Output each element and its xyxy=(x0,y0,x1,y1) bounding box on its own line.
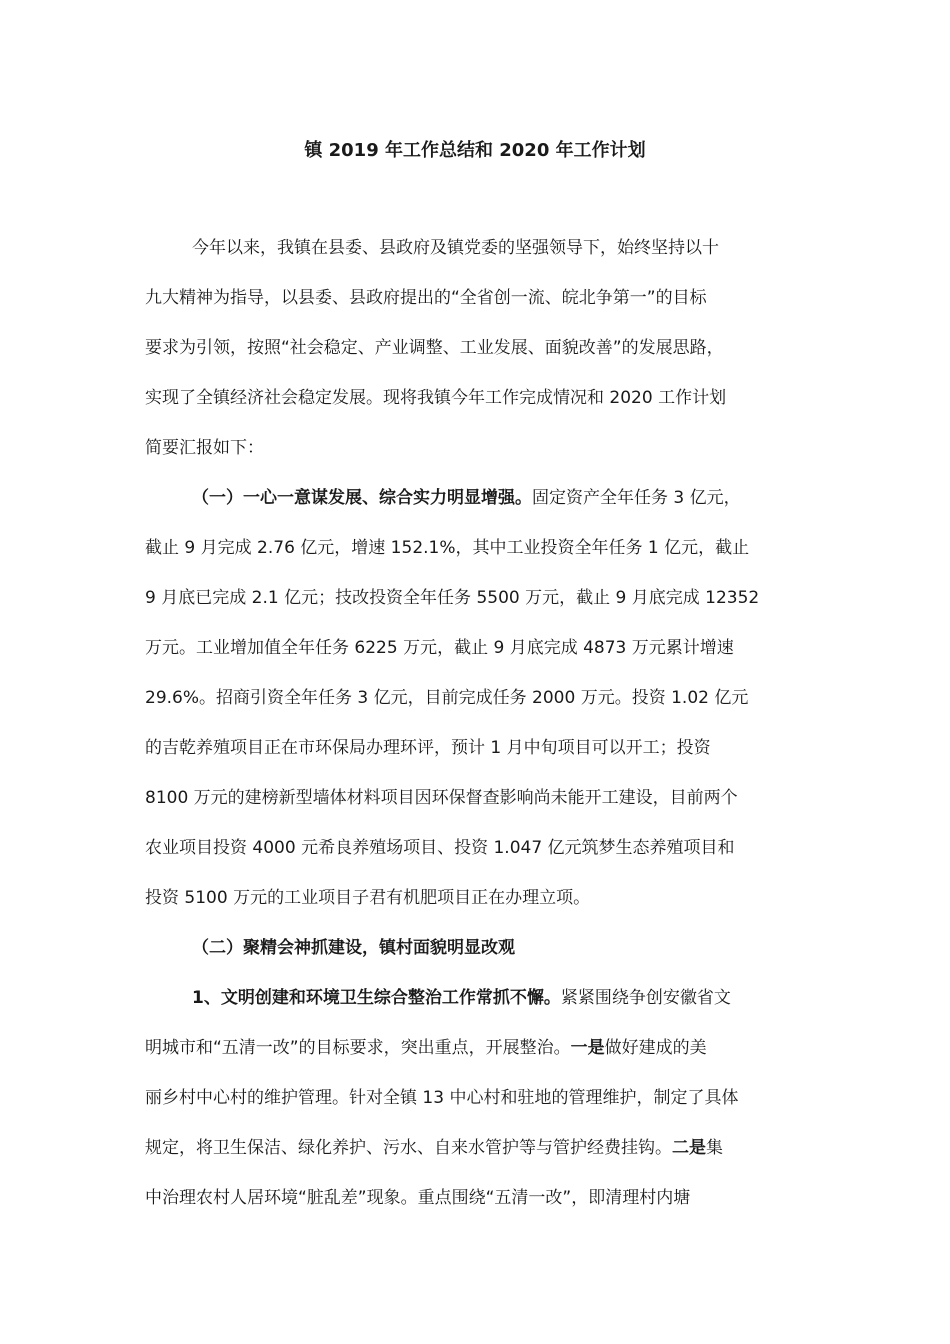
section2-heading: （二）聚精会神抓建设，镇村面貌明显改观 xyxy=(192,938,515,958)
section1-line: 的吉乾养殖项目正在市环保局办理环评，预计 1 月中旬项目可以开工；投资 xyxy=(145,738,711,758)
section1-text: 固定资产全年任务 3 亿元， xyxy=(532,488,741,508)
section1-line: 29.6%。招商引资全年任务 3 亿元，目前完成任务 2000 万元。投资 1.02 亿元 xyxy=(145,688,749,708)
section1-first-line xyxy=(192,486,741,510)
subsection1-text: 紧紧围绕争创安徽省文 xyxy=(560,988,731,1008)
intro-line: 要求为引领，按照“社会稳定、产业调整、工业发展、面貌改善”的发展思路， xyxy=(145,338,724,358)
subsection1-first-line xyxy=(192,986,731,1010)
subsection1-line: 中治理农村人居环境“脏乱差”现象。重点围绕“五清一改”，即清理村内塘 xyxy=(145,1188,691,1208)
intro-line: 简要汇报如下： xyxy=(145,438,264,458)
subsection1-text: 规定，将卫生保洁、绿化养护、污水、自来水管护等与管护经费挂钩。 xyxy=(145,1138,672,1158)
section1-line: 9 月底已完成 2.1 亿元；技改投资全年任务 5500 万元，截止 9 月底完成 12352 xyxy=(145,588,760,608)
subsection1-emphasis: 二是 xyxy=(672,1138,706,1158)
document-title: 镇 2019 年工作总结和 2020 年工作计划 xyxy=(304,140,646,161)
section1-line: 农业项目投资 4000 元希良养殖场项目、投资 1.047 亿元筑梦生态养殖项目和 xyxy=(145,838,735,858)
section1-line: 投资 5100 万元的工业项目子君有机肥项目正在办理立项。 xyxy=(145,888,591,908)
intro-line: 九大精神为指导，以县委、县政府提出的“全省创一流、皖北争第一”的目标 xyxy=(145,288,707,308)
section1-heading: （一）一心一意谋发展、综合实力明显增强。 xyxy=(192,488,532,508)
subsection1-text: 明城市和“五清一改”的目标要求，突出重点，开展整治。 xyxy=(145,1038,571,1058)
subsection1-text: 集 xyxy=(706,1138,723,1158)
intro-line: 今年以来，我镇在县委、县政府及镇党委的坚强领导下，始终坚持以十 xyxy=(192,238,719,258)
subsection1-emphasis: 一是 xyxy=(570,1038,605,1058)
intro-line: 实现了全镇经济社会稳定发展。现将我镇今年工作完成情况和 2020 工作计划 xyxy=(145,388,727,408)
section1-line: 截止 9 月完成 2.76 亿元，增速 152.1%，其中工业投资全年任务 1 亿元，截止 xyxy=(145,538,750,558)
subsection1-line: 丽乡村中心村的维护管理。针对全镇 13 中心村和驻地的管理维护，制定了具体 xyxy=(145,1088,739,1108)
subsection1-line xyxy=(145,1136,723,1160)
subsection1-text: 做好建成的美 xyxy=(604,1038,707,1058)
subsection1-heading: 1、文明创建和环境卫生综合整治工作常抓不懈。 xyxy=(192,988,561,1008)
section1-line: 8100 万元的建榜新型墙体材料项目因环保督查影响尚未能开工建设，目前两个 xyxy=(145,788,738,808)
subsection1-line xyxy=(145,1036,707,1060)
section1-line: 万元。工业增加值全年任务 6225 万元，截止 9 月底完成 4873 万元累计增速 xyxy=(145,638,734,658)
